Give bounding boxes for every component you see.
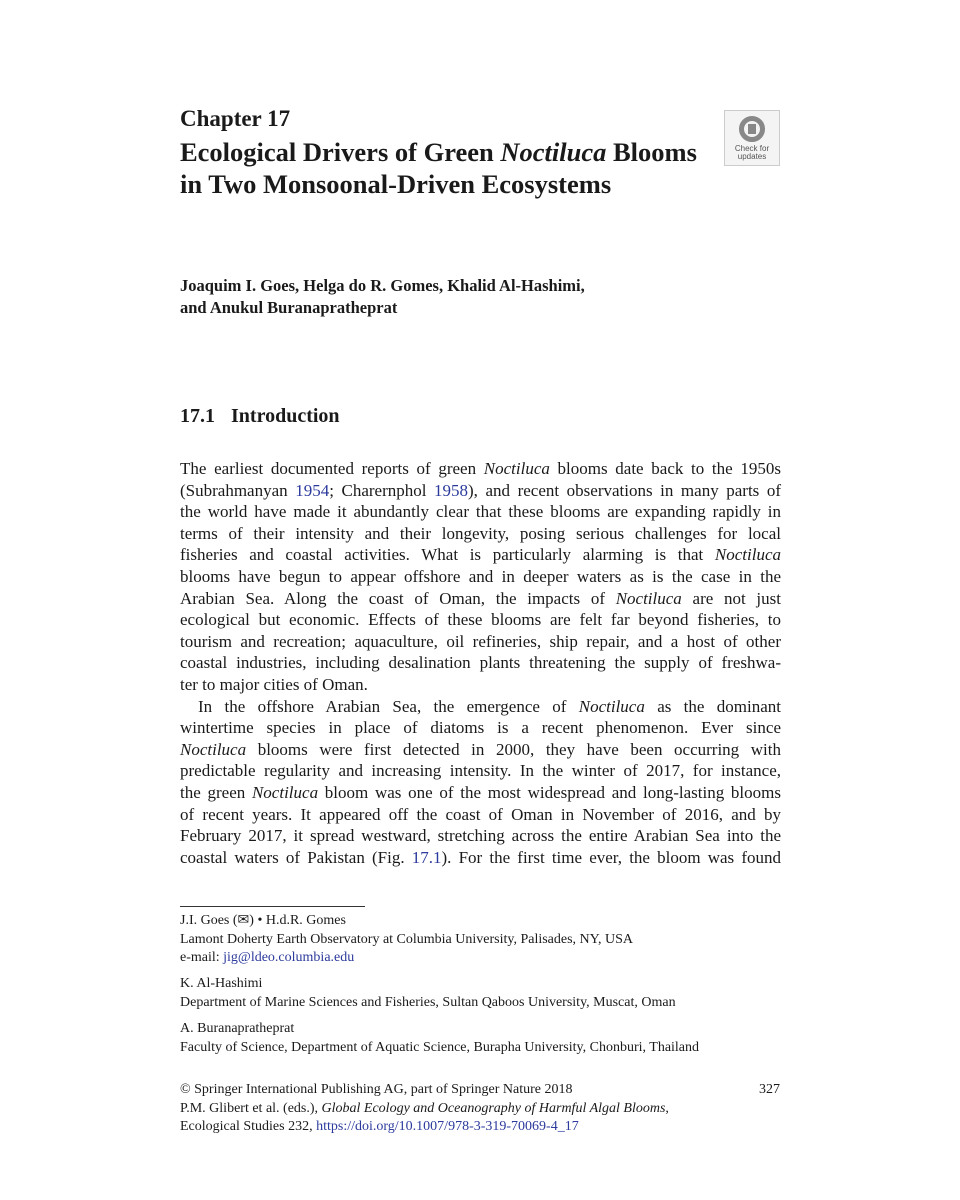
text-run: of recent years. It appeared off the coast of Oman in November of 2016, and by: [180, 804, 781, 824]
text-line: [180, 717, 781, 739]
reference-link[interactable]: 17.1: [411, 847, 442, 867]
text-run: coastal waters of Pakistan (Fig.: [180, 847, 412, 867]
text-line: [180, 458, 781, 480]
authors-line: and Anukul Buranapratheprat: [180, 298, 398, 317]
text-line: [180, 847, 781, 869]
editors: P.M. Glibert et al. (eds.),: [180, 1100, 322, 1116]
text-run: ). For the first time ever, the bloom was found: [441, 847, 781, 867]
title-text: Ecological Drivers of Green: [180, 137, 501, 167]
text-line: [180, 480, 781, 502]
text-run: as the dominant: [644, 696, 781, 716]
email-label: e-mail:: [180, 950, 224, 965]
text-run: Arabian Sea. Along the coast of Oman, the impacts of: [180, 588, 616, 608]
authors: [180, 275, 585, 319]
copyright-text: © Springer International Publishing AG, part of Springer Nature 2018: [180, 1082, 573, 1097]
text-run: the world have made it abundantly clear that these blooms are expanding rapidly in: [180, 502, 781, 522]
text-run: ter to major cities of Oman.: [180, 674, 368, 694]
text-run: are not just: [681, 588, 781, 608]
text-line: [180, 566, 781, 588]
section-heading: [180, 405, 340, 428]
italic-term: Noctiluca: [578, 696, 645, 716]
text-run: blooms were first detected in 2000, they have been occurring with: [246, 739, 781, 759]
footnote-divider: [180, 906, 365, 907]
badge-text: updates: [737, 152, 767, 161]
bookmark-icon: [739, 116, 765, 142]
section-number: 17.1: [180, 405, 215, 427]
author-name: A. Buranapratheprat: [180, 1021, 295, 1036]
text-line: [180, 739, 781, 761]
book-title: Global Ecology and Oceanography of Harmful Algal Blooms: [321, 1100, 666, 1116]
italic-term: Noctiluca: [180, 739, 247, 759]
page-number: 327: [759, 1082, 780, 1097]
text-run: fisheries and coastal activities. What is particularly alarming is that: [180, 545, 715, 565]
text-line: [180, 501, 781, 523]
text-run: bloom was one of the most widespread and long-lasting blooms: [318, 782, 781, 802]
check-for-updates-badge[interactable]: [724, 110, 780, 166]
reference-link[interactable]: 1954: [295, 480, 330, 500]
text-line: [180, 631, 781, 653]
text-run: ), and recent observations in many parts of: [468, 480, 782, 500]
text-run: (Subrahmanyan: [180, 480, 296, 500]
author-name: K. Al-Hashimi: [180, 976, 263, 991]
text-run: ; Charernphol: [329, 480, 435, 500]
text-line: [180, 804, 781, 826]
author-affiliation: Faculty of Science, Department of Aquatic Science, Burapha University, Chonburi, Thailand: [180, 1039, 700, 1055]
text-line: [180, 696, 781, 718]
footnote-author-1: [180, 912, 780, 968]
chapter-label: Chapter 17: [180, 106, 291, 131]
authors-line: Joaquim I. Goes, Helga do R. Gomes, Khalid Al-Hashimi,: [180, 276, 585, 295]
text-line: [180, 523, 781, 545]
chapter-title: [180, 136, 700, 200]
badge-text: Check for: [734, 144, 770, 153]
text-line: [180, 825, 781, 847]
section-title: Introduction: [231, 405, 340, 427]
text-line: [180, 782, 781, 804]
copyright-block: [180, 1081, 780, 1137]
text-line: [180, 674, 781, 696]
title-text: Blooms in Two Monsoonal-Driven Ecosystems: [180, 137, 697, 199]
author-affiliation: Department of Marine Sciences and Fisheries, Sultan Qaboos University, Muscat, Oman: [180, 994, 676, 1010]
text-run: The earliest documented reports of green: [180, 459, 484, 478]
text-line: [180, 652, 781, 674]
text-run: the green: [180, 782, 252, 802]
email-link[interactable]: jig@ldeo.columbia.edu: [223, 950, 355, 965]
footnote-author-2: [180, 975, 780, 1012]
text-run: coastal industries, including desalination plants threatening the supply of freshwa-: [180, 653, 781, 673]
author-name: J.I. Goes (✉) • H.d.R. Gomes: [180, 913, 346, 928]
text-run: tourism and recreation; aquaculture, oil refineries, ship repair, and a host of other: [180, 631, 781, 651]
series: , Ecological Studies 232,: [180, 1100, 669, 1134]
text-run: ecological but economic. Effects of these blooms are felt far beyond fisheries, to: [180, 610, 781, 630]
text-run: blooms have begun to appear offshore and in deeper waters as is the case in the: [180, 566, 781, 586]
title-italic: Noctiluca: [500, 137, 607, 167]
text-line: [180, 609, 781, 631]
text-run: blooms date back to the 1950s: [549, 459, 781, 478]
text-run: predictable regularity and increasing intensity. In the winter of 2017, for instance,: [180, 761, 781, 781]
italic-term: Noctiluca: [714, 545, 781, 565]
text-line: [180, 544, 781, 566]
body-text: [180, 458, 781, 868]
doi-link[interactable]: https://doi.org/10.1007/978-3-319-70069-4_17: [316, 1119, 579, 1134]
italic-term: Noctiluca: [615, 588, 682, 608]
text-line: [180, 588, 781, 610]
author-affiliation: Lamont Doherty Earth Observatory at Columbia University, Palisades, NY, USA: [180, 931, 633, 947]
text-run: wintertime species in place of diatoms is a recent phenomenon. Ever since: [180, 718, 781, 738]
text-line: [180, 760, 781, 782]
footnote-author-3: [180, 1020, 780, 1057]
italic-term: Noctiluca: [251, 782, 319, 802]
text-run: February 2017, it spread westward, stretching across the entire Arabian Sea into the: [180, 826, 781, 846]
text-run: terms of their intensity and their longevity, posing serious challenges for local: [180, 523, 781, 543]
reference-link[interactable]: 1958: [434, 480, 469, 500]
text-run: In the offshore Arabian Sea, the emergence of: [198, 696, 579, 716]
italic-term: Noctiluca: [483, 459, 550, 478]
